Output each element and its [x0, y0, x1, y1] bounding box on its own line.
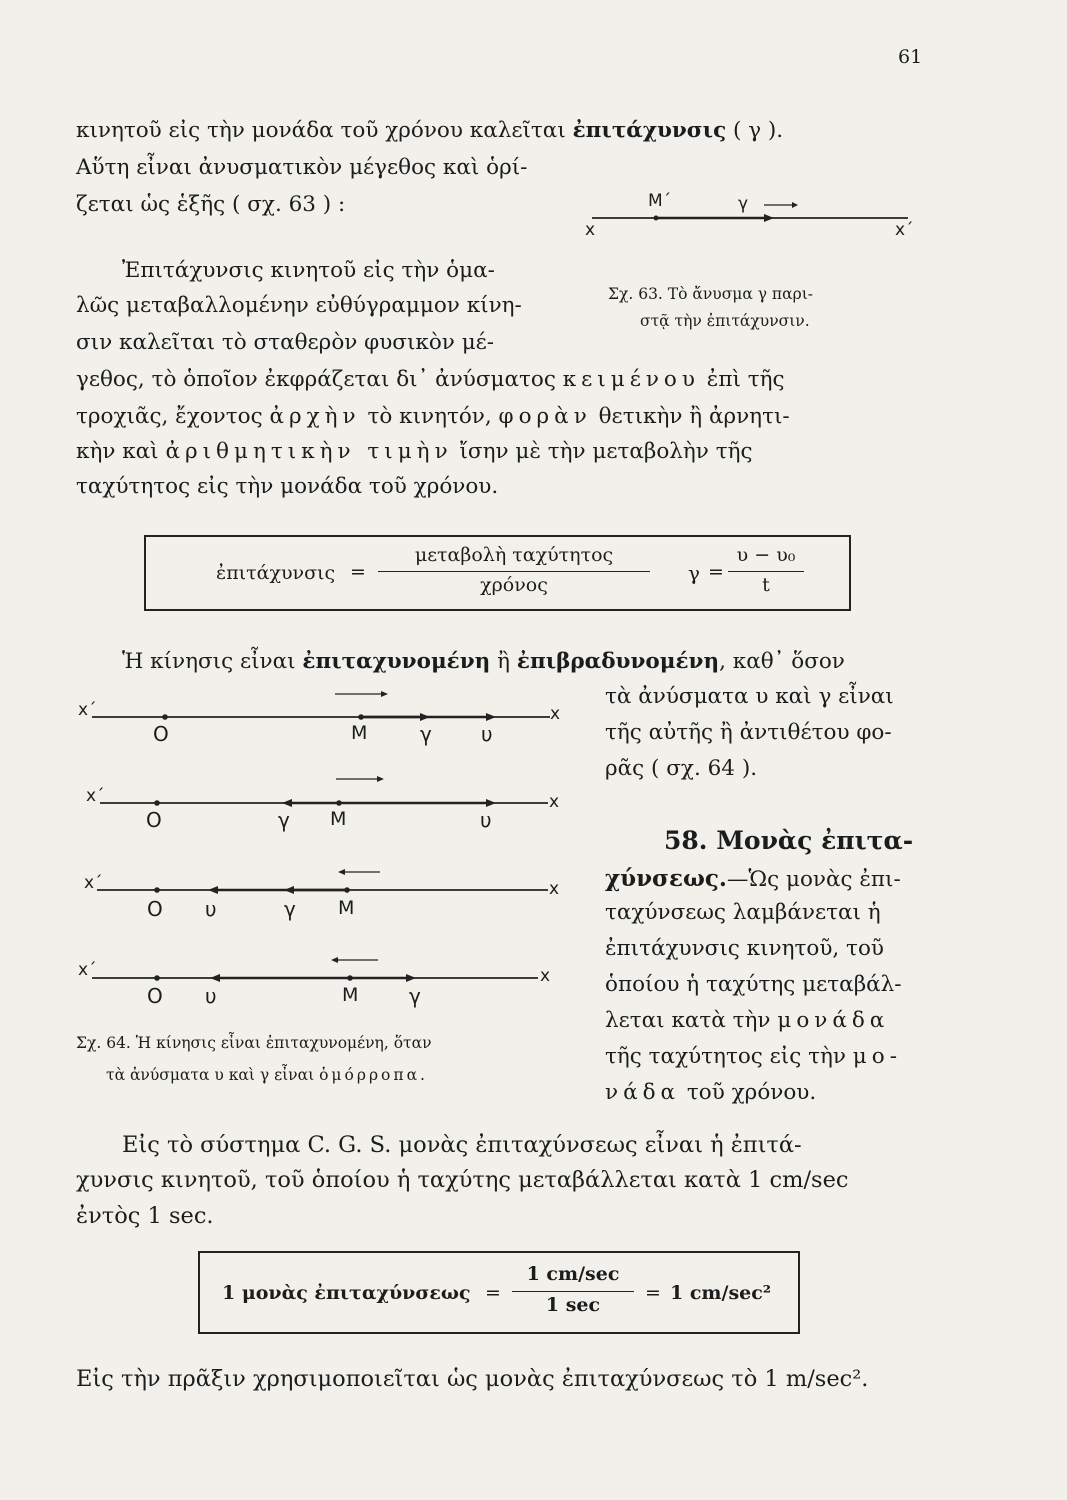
fig64-caption-2: [106, 1068, 428, 1084]
section-58-line-6-a: τῆς ταχύτητος εἰς τὴν: [605, 1044, 846, 1069]
fig64-row-3-lines: [97, 869, 548, 894]
accel-line-4: ρᾶς ( σχ. 64 ).: [605, 756, 758, 781]
definition-line-7: ταχύτητος εἰς τὴν μονάδα τοῦ χρόνου.: [76, 474, 499, 499]
fig64-r1-gamma: γ: [420, 722, 432, 746]
definition-line-4-b: ἐπὶ τῆς: [706, 367, 785, 392]
section-58-line-6: [605, 1046, 902, 1068]
page-number: 61: [898, 46, 923, 68]
formula2-denominator: 1 sec: [545, 1294, 601, 1316]
fig64-r1-u: υ: [481, 722, 493, 746]
formula2-fraction-bar: [512, 1291, 634, 1292]
fig64-r1-x-prime: x΄: [78, 700, 97, 720]
fig64-caption-2-a: τὰ ἀνύσματα υ καὶ γ εἶναι: [106, 1066, 315, 1084]
section-58-line-5-a: λεται κατὰ τὴν: [605, 1008, 771, 1033]
term-acceleration: ἐπιτάχυνσις: [572, 118, 727, 143]
fig64-r3-x: x: [549, 879, 560, 899]
term-decelerated: ἐπιβραδυνομένη: [516, 649, 720, 674]
fig64-r4-x-prime: x΄: [78, 960, 97, 980]
fig64-r2-m: M: [330, 808, 347, 830]
accel-line-2: τὰ ἀνύσματα υ καὶ γ εἶναι: [605, 684, 894, 709]
spaced-word-keimenou: κειμένου: [562, 367, 700, 392]
fig64-r2-x-prime: x΄: [86, 786, 105, 806]
fig64-r3-o: O: [147, 897, 163, 921]
fig64-r4-gamma: γ: [409, 984, 421, 1008]
formula2-numerator: 1 cm/sec: [526, 1263, 620, 1285]
fig64-r2-u: υ: [480, 808, 492, 832]
section-58-number: 58.: [664, 826, 708, 855]
fig64-r3-x-prime: x΄: [84, 873, 103, 893]
accel-line-3: τῆς αὐτῆς ἢ ἀντιθέτου φο-: [605, 720, 892, 745]
section-58-line-7: [605, 1082, 816, 1104]
spaced-word-foran: φορὰν: [498, 404, 592, 429]
cgs-line-3: ἐντὸς 1 sec.: [76, 1203, 214, 1229]
fig63-caption-2: στᾷ τὴν ἐπιτάχυνσιν.: [640, 312, 810, 330]
fig63-caption-1: Σχ. 63. Τὸ ἄνυσμα γ παρι-: [608, 285, 814, 303]
formula1-rhs-eq: =: [708, 561, 724, 583]
section-58-line-1-rest: —Ὡς μονὰς ἐπι-: [726, 867, 901, 892]
formula1-gamma: γ: [688, 561, 700, 585]
spaced-words-arithmitikin-timin: ἀριθμητικὴν τιμὴν: [165, 439, 453, 464]
fig64-r1-m: M: [351, 722, 368, 744]
spaced-word-nada: νάδα: [605, 1080, 681, 1105]
fig64-r1-o: O: [153, 722, 169, 746]
formula1-denominator: χρόνος: [480, 574, 548, 596]
formula2-lhs: 1 μονὰς ἐπιταχύνσεως: [222, 1282, 471, 1304]
section-58-line-3: ἐπιτάχυνσις κινητοῦ, τοῦ: [605, 936, 884, 961]
section-58-line-1: [605, 867, 901, 891]
fig64-r4-o: O: [147, 984, 163, 1008]
fig64-r1-x: x: [550, 704, 561, 724]
formula2-eq1: =: [485, 1282, 501, 1304]
definition-line-6-a: κὴν καὶ: [76, 439, 159, 464]
accel-line-1-b: , καθ᾿ ὅσον: [719, 649, 845, 674]
spaced-word-archin: ἀρχὴν: [269, 404, 361, 429]
fig64-r2-gamma: γ: [278, 808, 290, 832]
definition-line-5-b: τὸ κινητόν,: [367, 404, 492, 429]
cgs-line-2: χυνσις κινητοῦ, τοῦ ὁποίου ἡ ταχύτης μεταβάλλεται κατὰ 1 cm/sec: [76, 1167, 849, 1193]
formula2-rhs: 1 cm/sec²: [670, 1282, 772, 1304]
fig63-label-x: x: [585, 220, 596, 240]
definition-line-3: σιν καλεῖται τὸ σταθερὸν φυσικὸν μέ-: [76, 330, 495, 355]
fig64-caption-1: Σχ. 64. Ἡ κίνησις εἶναι ἐπιταχυνομένη, ὅταν: [76, 1034, 432, 1052]
fig64-row-2-lines: [100, 776, 548, 807]
section-58-title-1: Μονὰς ἐπιτα-: [716, 826, 914, 855]
fig64-r4-x: x: [540, 966, 551, 986]
accel-line-1-a: Ἡ κίνησις εἶναι: [122, 649, 296, 674]
formula1-numerator: μεταβολὴ ταχύτητος: [414, 544, 614, 566]
definition-line-4-a: γεθος, τὸ ὁποῖον ἐκφράζεται δι᾿ ἀνύσματος: [76, 367, 556, 392]
fig64-row-1-lines: [92, 691, 550, 721]
fig63-label-gamma: γ: [738, 194, 749, 214]
intro-line-3: ζεται ὡς ἑξῆς ( σχ. 63 ) :: [76, 192, 346, 217]
definition-line-5-a: τροχιᾶς, ἔχοντος: [76, 404, 263, 429]
fig63-label-x-prime: x΄: [895, 220, 914, 240]
definition-line-5-c: θετικὴν ἢ ἀρνητι-: [598, 404, 790, 429]
formula1-eq: =: [350, 561, 366, 583]
intro-text: κινητοῦ εἰς τὴν μονάδα τοῦ χρόνου καλεῖται: [76, 118, 566, 143]
fig64-r3-m: M: [338, 897, 355, 919]
formula1-rhs-numerator: υ − υ₀: [736, 544, 796, 566]
spaced-word-mo: μο-: [852, 1044, 902, 1069]
fig64-r3-gamma: γ: [284, 897, 296, 921]
term-accelerated: ἐπιταχυνομένη: [302, 649, 491, 674]
definition-line-6-b: ἴσην μὲ τὴν μεταβολὴν τῆς: [459, 439, 753, 464]
definition-line-1: Ἐπιτάχυνσις κινητοῦ εἰς τὴν ὁμα-: [122, 258, 495, 283]
fig64-r4-u: υ: [205, 984, 217, 1008]
section-58-line-4: ὁποίου ἡ ταχύτης μεταβάλ-: [605, 972, 902, 997]
fig64-r3-u: υ: [205, 897, 217, 921]
fig63-label-m: M΄: [648, 191, 672, 211]
accel-line-1-or: ἢ: [497, 649, 511, 674]
formula-box-unit: [198, 1251, 800, 1334]
intro-line-2: Αὕτη εἶναι ἀνυσματικὸν μέγεθος καὶ ὁρί-: [76, 155, 528, 180]
intro-symbol: ( γ ).: [733, 118, 784, 143]
section-58-line-2: ταχύνσεως λαμβάνεται ἡ: [605, 900, 881, 925]
section-58-title-2: χύνσεως.: [605, 865, 727, 892]
final-line: Εἰς τὴν πρᾶξιν χρησιμοποιεῖται ὡς μονὰς ἐπιταχύνσεως τὸ 1 m/sec².: [76, 1366, 869, 1392]
spaced-word-monada: μονάδα: [777, 1008, 890, 1033]
formula1-lhs: ἐπιτάχυνσις: [216, 562, 336, 584]
fig64-r2-o: O: [146, 808, 162, 832]
cgs-line-1: Εἰς τὸ σύστημα C. G. S. μονὰς ἐπιταχύνσεως εἶναι ἡ ἐπιτά-: [122, 1132, 802, 1158]
section-58-line-5: [605, 1010, 889, 1032]
fig64-r2-x: x: [549, 792, 560, 812]
fig64-caption-2-spaced: ὁμόρροπα.: [319, 1066, 428, 1084]
section-58-heading: [664, 828, 913, 853]
section-58-line-7-b: τοῦ χρόνου.: [686, 1080, 817, 1105]
fig64-r4-m: M: [342, 984, 359, 1006]
definition-line-2: λῶς μεταβαλλομένην εὐθύγραμμον κίνη-: [76, 293, 522, 318]
formula1-rhs-denominator: t: [762, 574, 770, 596]
fig64-row-4-lines: [92, 957, 538, 982]
formula2-eq2: =: [645, 1282, 661, 1304]
